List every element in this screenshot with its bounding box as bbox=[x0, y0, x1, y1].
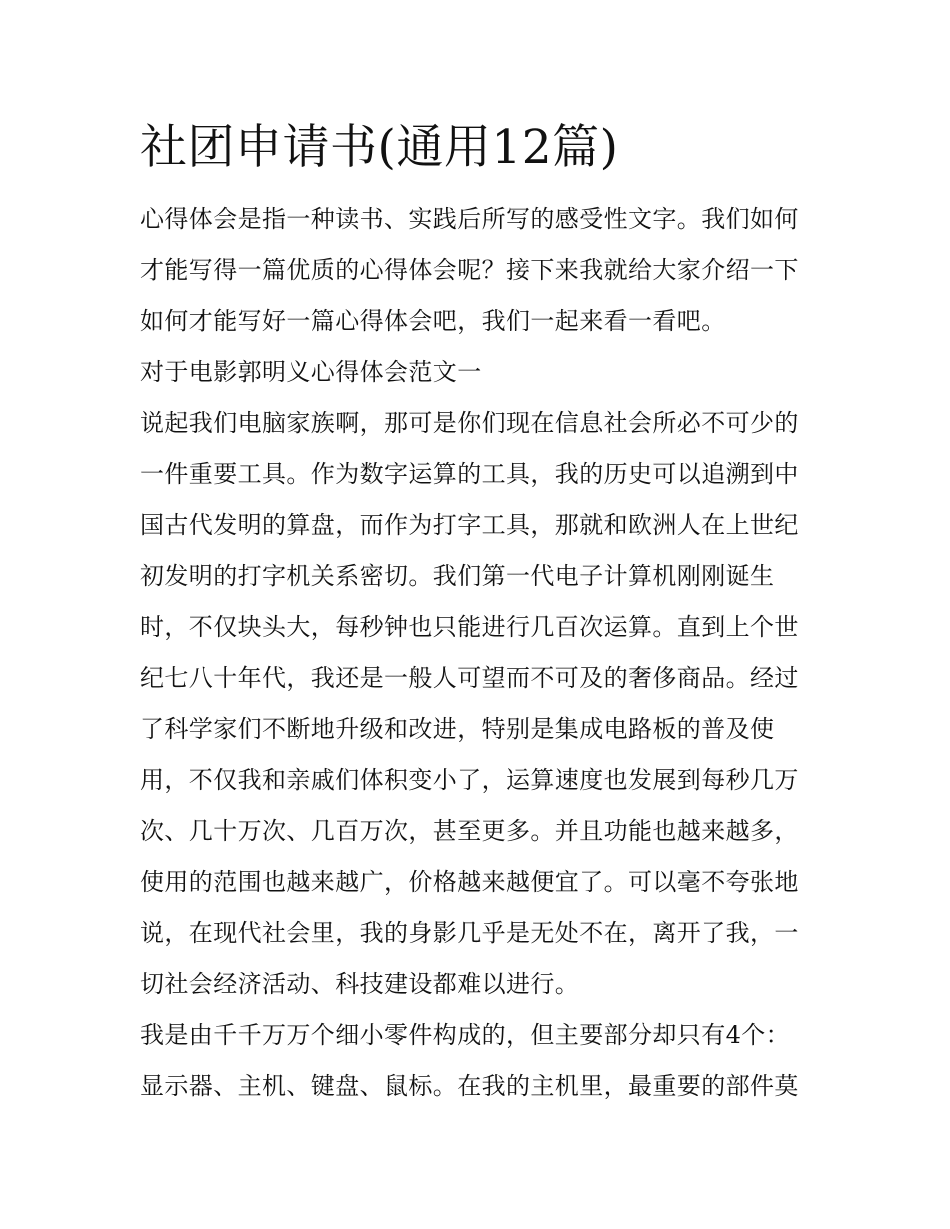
document-title: 社团申请书(通用12篇) bbox=[140, 120, 619, 175]
text-line: 次、几十万次、几百万次，甚至更多。并且功能也越来越多， bbox=[140, 817, 799, 845]
text-line: 显示器、主机、键盘、鼠标。在我的主机里，最重要的部件莫 bbox=[140, 1072, 799, 1100]
section-heading bbox=[140, 347, 812, 398]
intro-paragraph bbox=[140, 194, 812, 347]
text-line: 用，不仅我和亲戚们体积变小了，运算速度也发展到每秒几万 bbox=[140, 766, 799, 794]
text-line: 对于电影郭明义心得体会范文一 bbox=[140, 358, 482, 386]
text-line: 初发明的打字机关系密切。我们第一代电子计算机刚刚诞生 bbox=[140, 562, 775, 590]
text-line: 如何才能写好一篇心得体会吧，我们一起来看一看吧。 bbox=[140, 307, 726, 335]
text-line: 切社会经济活动、科技建设都难以进行。 bbox=[140, 970, 580, 998]
text-line: 才能写得一篇优质的心得体会呢？接下来我就给大家介绍一下 bbox=[140, 256, 799, 284]
text-line: 使用的范围也越来越广，价格越来越便宜了。可以毫不夸张地 bbox=[140, 868, 799, 896]
body-paragraph bbox=[140, 1010, 812, 1112]
text-line: 时，不仅块头大，每秒钟也只能进行几百次运算。直到上个世 bbox=[140, 613, 799, 641]
text-line: 我是由千千万万个细小零件构成的，但主要部分却只有4个： bbox=[140, 1021, 791, 1049]
body-paragraph bbox=[140, 398, 812, 1010]
text-line: 国古代发明的算盘，而作为打字工具，那就和欧洲人在上世纪 bbox=[140, 511, 799, 539]
text-line: 了科学家们不断地升级和改进，特别是集成电路板的普及使 bbox=[140, 715, 775, 743]
text-line: 说起我们电脑家族啊，那可是你们现在信息社会所必不可少的 bbox=[140, 409, 799, 437]
text-line: 说，在现代社会里，我的身影几乎是无处不在，离开了我，一 bbox=[140, 919, 799, 947]
document-content bbox=[140, 118, 812, 1112]
text-line: 纪七八十年代，我还是一般人可望而不可及的奢侈商品。经过 bbox=[140, 664, 799, 692]
text-line: 心得体会是指一种读书、实践后所写的感受性文字。我们如何 bbox=[140, 205, 799, 233]
text-line: 一件重要工具。作为数字运算的工具，我的历史可以追溯到中 bbox=[140, 460, 799, 488]
